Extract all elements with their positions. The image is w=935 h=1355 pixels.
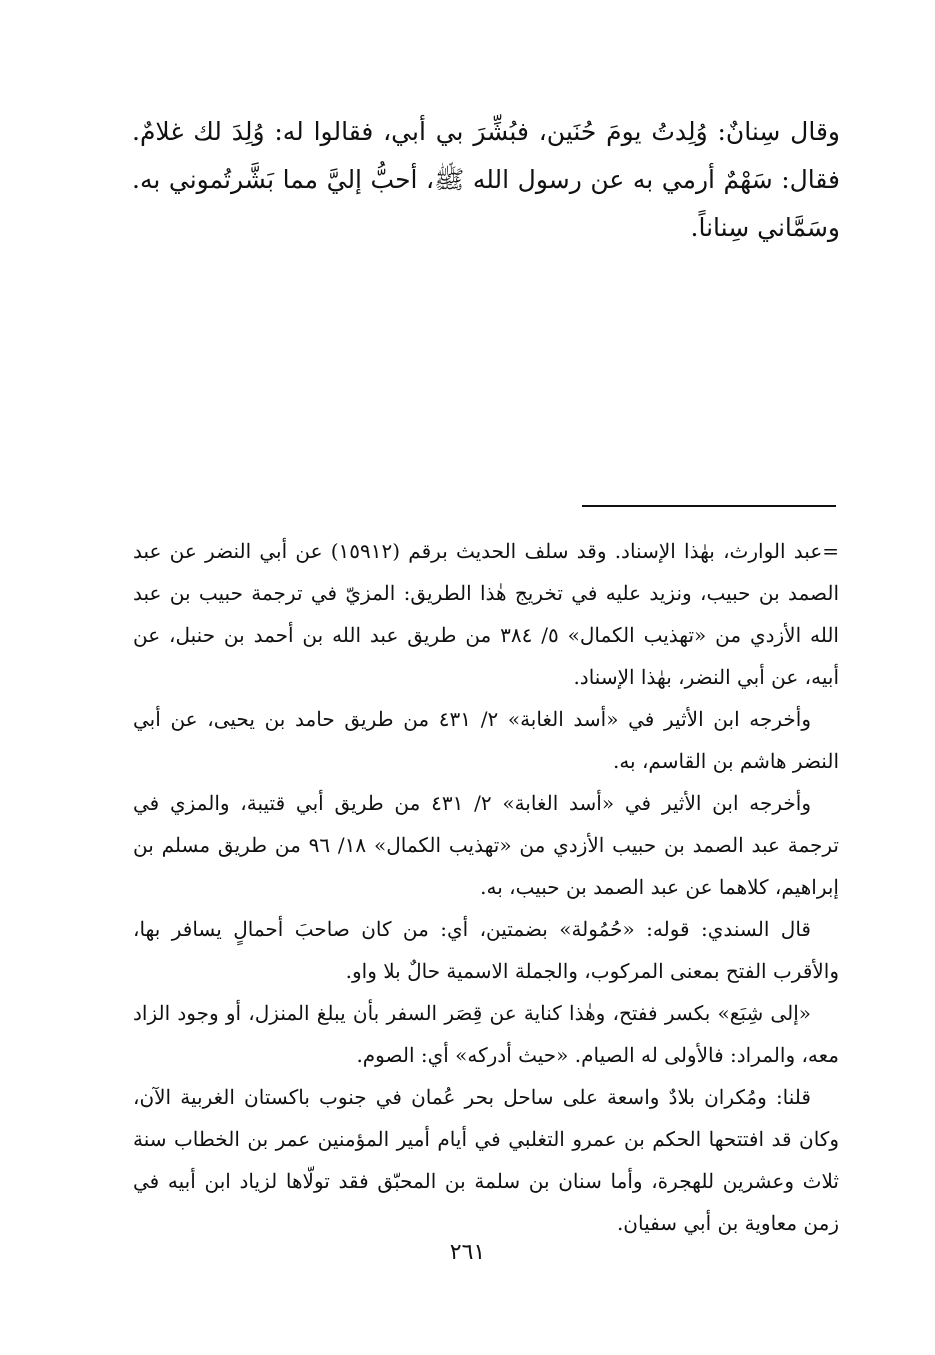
footnote-paragraph-shiba: «إلى شِبَع» بكسر ففتح، وهٰذا كناية عن قِصَر السفر بأن يبلغ المنزل، أو وجود الزاد معه، والمراد: فالأولى له الصيام. «حيث أدركه» أي: الصوم.: [133, 1001, 839, 1067]
page-number: ٢٦١: [449, 1240, 486, 1265]
footnote-paragraph-sindi: قال السندي: قوله: «حُمُولة» بضمتين، أي: من كان صاحبَ أحمالٍ يسافر بها، والأقرب الفتح بمعنى المركوب، والجملة الاسمية حالٌ بلا واو.: [133, 917, 839, 983]
footnote-paragraph-ibn-athir-1: وأخرجه ابن الأثير في «أسد الغابة» ٢/ ٤٣١ من طريق حامد بن يحيى، عن أبي النضر هاشم بن القاسم، به.: [133, 707, 839, 773]
footnote-paragraph-continuation: =عبد الوارث، بهٰذا الإسناد. وقد سلف الحديث برقم (١٥٩١٢) عن أبي النضر عن عبد الصمد بن حبيب، ونزيد عليه في تخريج هٰذا الطريق: المزيّ في ترجمة حبيب بن عبد الله الأزدي من «تهذيب الكمال» ٥/ ٣٨٤ من طريق عبد الله بن أحمد بن حنبل، عن أبيه، عن أبي النضر، بهٰذا الإسناد.: [133, 539, 840, 689]
main-text: [132, 108, 840, 252]
footnotes: [133, 530, 839, 1244]
footnote-separator: [582, 505, 836, 507]
footnote-paragraph-mukran: قلنا: ومُكران بلادٌ واسعة على ساحل بحر عُمان في جنوب باكستان الغربية الآن، وكان قد افتتحها الحكم بن عمرو التغلبي في أيام أمير المؤمنين عمر بن الخطاب سنة ثلاث وعشرين للهجرة، وأما سنان بن سلمة بن المحبّق فقد تولّاها لزياد ابن أبيه في زمن معاوية بن أبي سفيان.: [133, 1085, 840, 1235]
footnote-paragraph-ibn-athir-2: وأخرجه ابن الأثير في «أسد الغابة» ٢/ ٤٣١ من طريق أبي قتيبة، والمزي في ترجمة عبد الصمد بن حبيب الأزدي من «تهذيب الكمال» ١٨/ ٩٦ من طريق مسلم بن إبراهيم، كلاهما عن عبد الصمد بن حبيب، به.: [133, 791, 839, 899]
main-paragraph: وقال سِنانٌ: وُلِدتُ يومَ حُنَين، فبُشِّرَ بي أبي، فقالوا له: وُلِدَ لك غلامٌ. فقال: سَهْمٌ أرمي به عن رسول الله ﷺ، أحبُّ إليَّ مما بَشَّرتُموني به. وسَمَّاني سِناناً.: [132, 117, 840, 242]
